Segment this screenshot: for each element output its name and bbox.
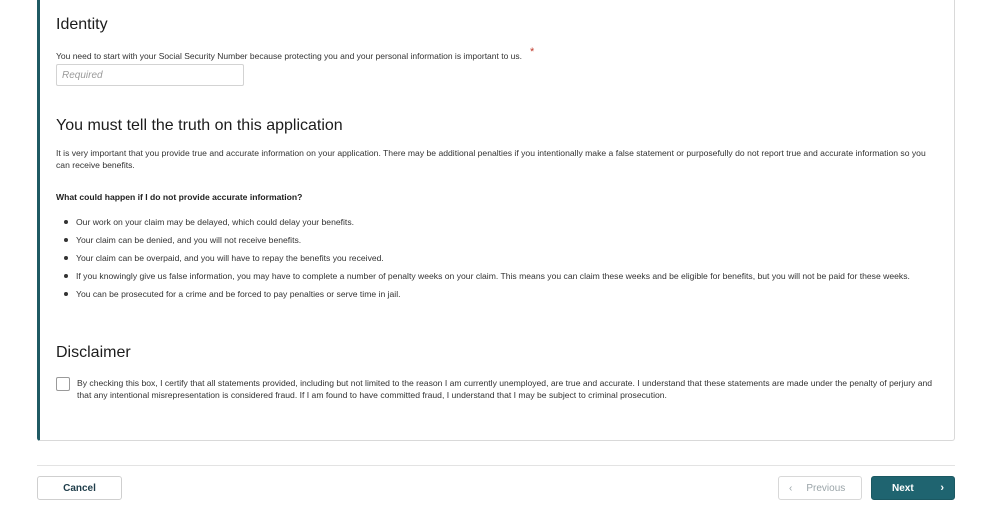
disclaimer-text: By checking this box, I certify that all statements provided, including but not limited to the reason I am currently unemployed, are true and accurate. I understand that these statements are made under the penalty of perjury and that any intentional misrepresentation is considered fraud. If I am found to have committed fraud, I understand that I may be subject to criminal prosecution. xyxy=(77,378,933,400)
previous-button[interactable] xyxy=(778,476,862,500)
certify-checkbox[interactable] xyxy=(56,377,70,391)
list-item: You can be prosecuted for a crime and be forced to pay penalties or serve time in jail. xyxy=(56,288,942,300)
list-item: Your claim can be denied, and you will not receive benefits. xyxy=(56,234,942,246)
next-button[interactable] xyxy=(871,476,955,500)
chevron-right-icon: › xyxy=(940,482,944,494)
application-card xyxy=(37,0,955,441)
consequences-list xyxy=(56,216,942,306)
next-label: Next xyxy=(892,482,914,494)
accuracy-question: What could happen if I do not provide accurate information? xyxy=(56,192,303,202)
previous-label: Previous xyxy=(806,482,846,494)
ssn-input[interactable] xyxy=(56,64,244,86)
identity-heading: Identity xyxy=(56,16,108,33)
list-item: Your claim can be overpaid, and you will have to repay the benefits you received. xyxy=(56,252,942,264)
list-item: If you knowingly give us false information, you may have to complete a number of penalty weeks on your claim. This means you can claim these weeks and be eligible for benefits, but you will not be paid for these weeks. xyxy=(56,270,942,282)
truth-paragraph: It is very important that you provide true and accurate information on your application. There may be additional penalties if you intentionally make a false statement or purposefully do not report true and accurate information so you can receive benefits. xyxy=(56,148,926,170)
required-asterisk: * xyxy=(530,46,535,58)
list-item: Our work on your claim may be delayed, which could delay your benefits. xyxy=(56,216,942,228)
truth-heading: You must tell the truth on this application xyxy=(56,117,343,134)
chevron-left-icon: ‹ xyxy=(789,482,793,494)
ssn-label-text: You need to start with your Social Security Number because protecting you and your personal information is important to us. xyxy=(56,51,523,61)
cancel-label: Cancel xyxy=(63,482,96,494)
ssn-label xyxy=(56,46,535,62)
footer-divider xyxy=(37,465,955,466)
disclaimer-heading: Disclaimer xyxy=(56,344,131,361)
cancel-button[interactable] xyxy=(37,476,122,500)
